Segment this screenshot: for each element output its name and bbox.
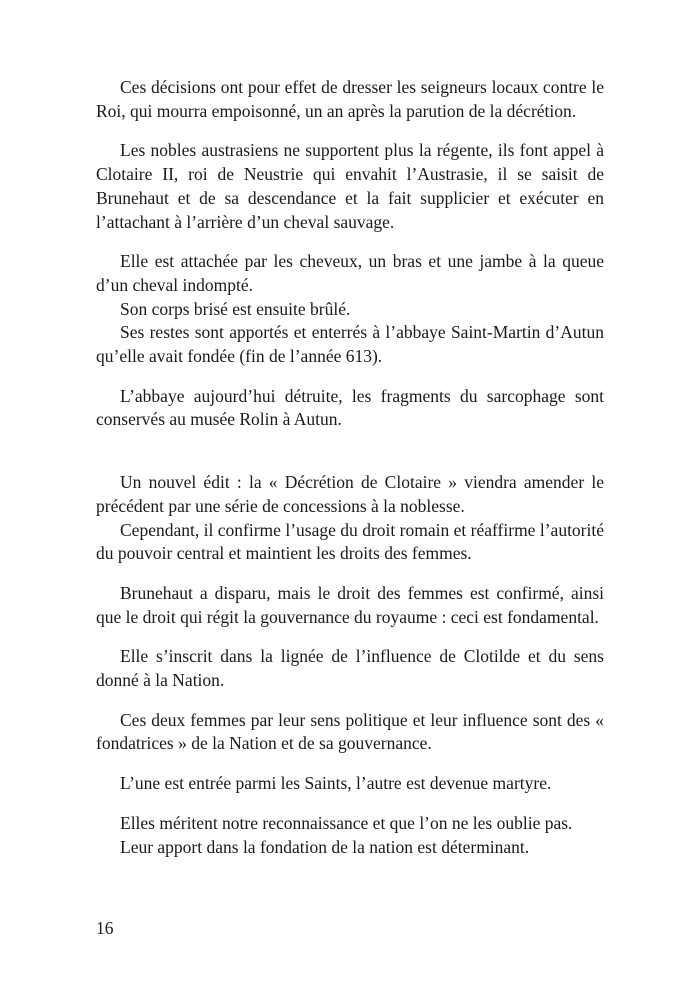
paragraph: Son corps brisé est ensuite brûlé. [120, 298, 351, 319]
paragraph: Cependant, il confirme l’usage du droit romain et réaffirme l’autorité du pouvoir central et maintient les droits des femmes. [96, 519, 604, 564]
paragraph: Brunehaut a disparu, mais le droit des femmes est confirmé, ainsi que le droit qui régit la gouvernance du royaume : ceci est fondamental. [96, 582, 604, 627]
paragraph: L’abbaye aujourd’hui détruite, les fragments du sarcophage sont conservés au musée Rolin à Autun. [96, 385, 604, 430]
paragraph: Leur apport dans la fondation de la nation est déterminant. [120, 836, 530, 857]
paragraph: Elle est attachée par les cheveux, un bras et une jambe à la queue d’un cheval indompté. [96, 251, 604, 295]
paragraph: Elles méritent notre reconnaissance et que l’on ne les oublie pas. [120, 812, 573, 833]
paragraph: Ses restes sont apportés et enterrés à l’abbaye Saint-Martin d’Autun qu’elle avait fondée (fin de l’année 613). [96, 322, 604, 367]
paragraph: Elle s’inscrit dans la lignée de l’influence de Clotilde et du sens donné à la Nation. [96, 646, 604, 691]
paragraph: Un nouvel édit : la « Décrétion de Clotaire » viendra amender le précédent par une série de concessions à la noblesse. [96, 472, 604, 516]
paragraph: Ces décisions ont pour effet de dresser les seigneurs locaux contre le Roi, qui mourra empoisonné, un an après la parution de la décrétion. [96, 77, 604, 121]
page-number: 16 [96, 918, 114, 938]
page-body [96, 76, 604, 859]
paragraph: Ces deux femmes par leur sens politique et leur influence sont des « fondatrices » de la Nation et de sa gouvernance. [96, 709, 604, 754]
paragraph: Les nobles austrasiens ne supportent plus la régente, ils font appel à Clotaire II, roi de Neustrie qui envahit l’Austrasie, il se saisit de Brunehaut et de sa descendance et la fait supplicier et exécuter en l’attachant à l’arrière d’un cheval sauvage. [96, 140, 604, 232]
paragraph: L’une est entrée parmi les Saints, l’autre est devenue martyre. [120, 773, 552, 794]
